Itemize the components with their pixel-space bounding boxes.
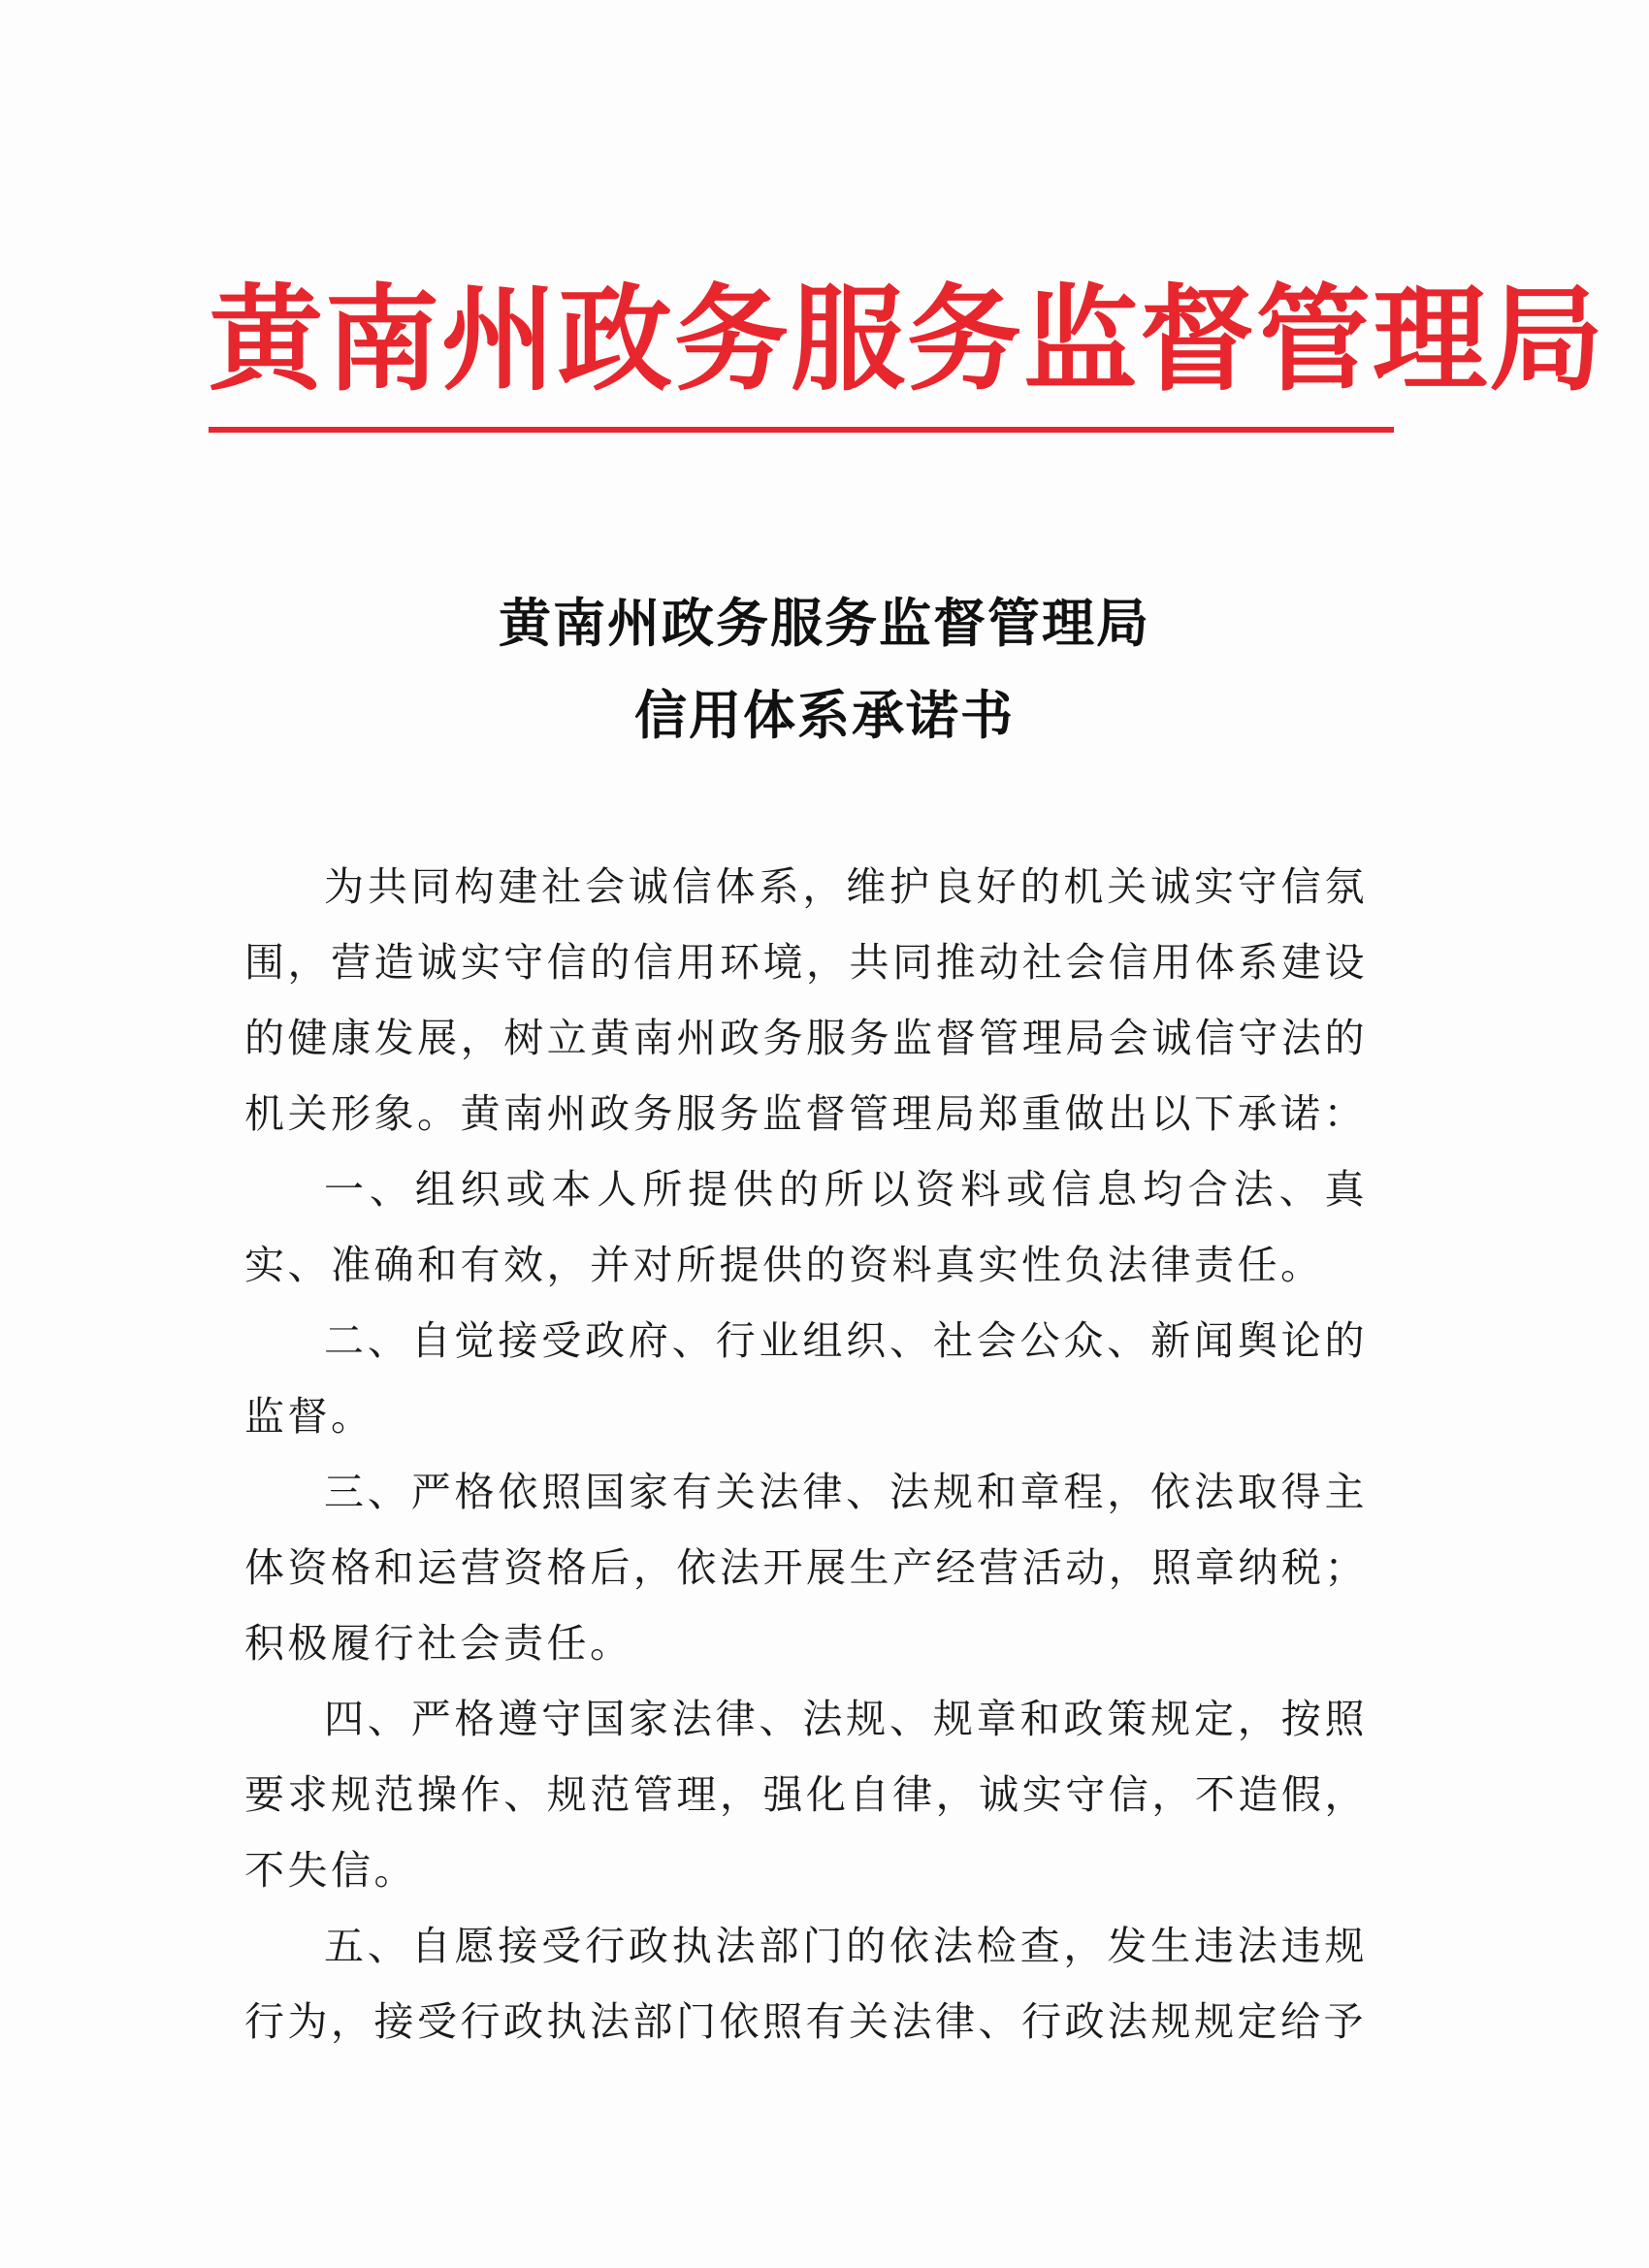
letterhead-red-rule bbox=[209, 427, 1394, 433]
paragraph-item-1: 一、组织或本人所提供的所以资料或信息均合法、真实、准确和有效，并对所提供的资料真实性负法律责任。 bbox=[244, 1166, 1368, 1288]
paragraph-item-4: 四、严格遵守国家法律、法规、规章和政策规定，按照要求规范操作、规范管理，强化自律，诚实守信，不造假，不失信。 bbox=[244, 1696, 1368, 1894]
paragraph-intro: 为共同构建社会诚信体系，维护良好的机关诚实守信氛围，营造诚实守信的信用环境，共同推动社会信用体系建设的健康发展，树立黄南州政务服务监督管理局会诚信守法的机关形象。黄南州政务服务监督管理局郑重做出以下承诺： bbox=[244, 863, 1368, 1137]
document-title-line2: 信用体系承诺书 bbox=[634, 684, 1015, 746]
paragraph-item-3: 三、严格依照国家有关法律、法规和章程，依法取得主体资格和运营资格后，依法开展生产经营活动，照章纳税；积极履行社会责任。 bbox=[244, 1469, 1368, 1667]
paragraph-item-5: 五、自愿接受行政执法部门的依法检查，发生违法违规行为，接受行政执法部门依照有关法律、行政法规规定给予 bbox=[244, 1923, 1368, 2045]
paragraph-item-2: 二、自觉接受政府、行业组织、社会公众、新闻舆论的监督。 bbox=[244, 1317, 1368, 1440]
letterhead-org-name: 黄南州政务服务监督管理局 bbox=[209, 273, 1606, 406]
document-title-line1: 黄南州政务服务监督管理局 bbox=[499, 592, 1150, 654]
document-body bbox=[244, 849, 1368, 2059]
